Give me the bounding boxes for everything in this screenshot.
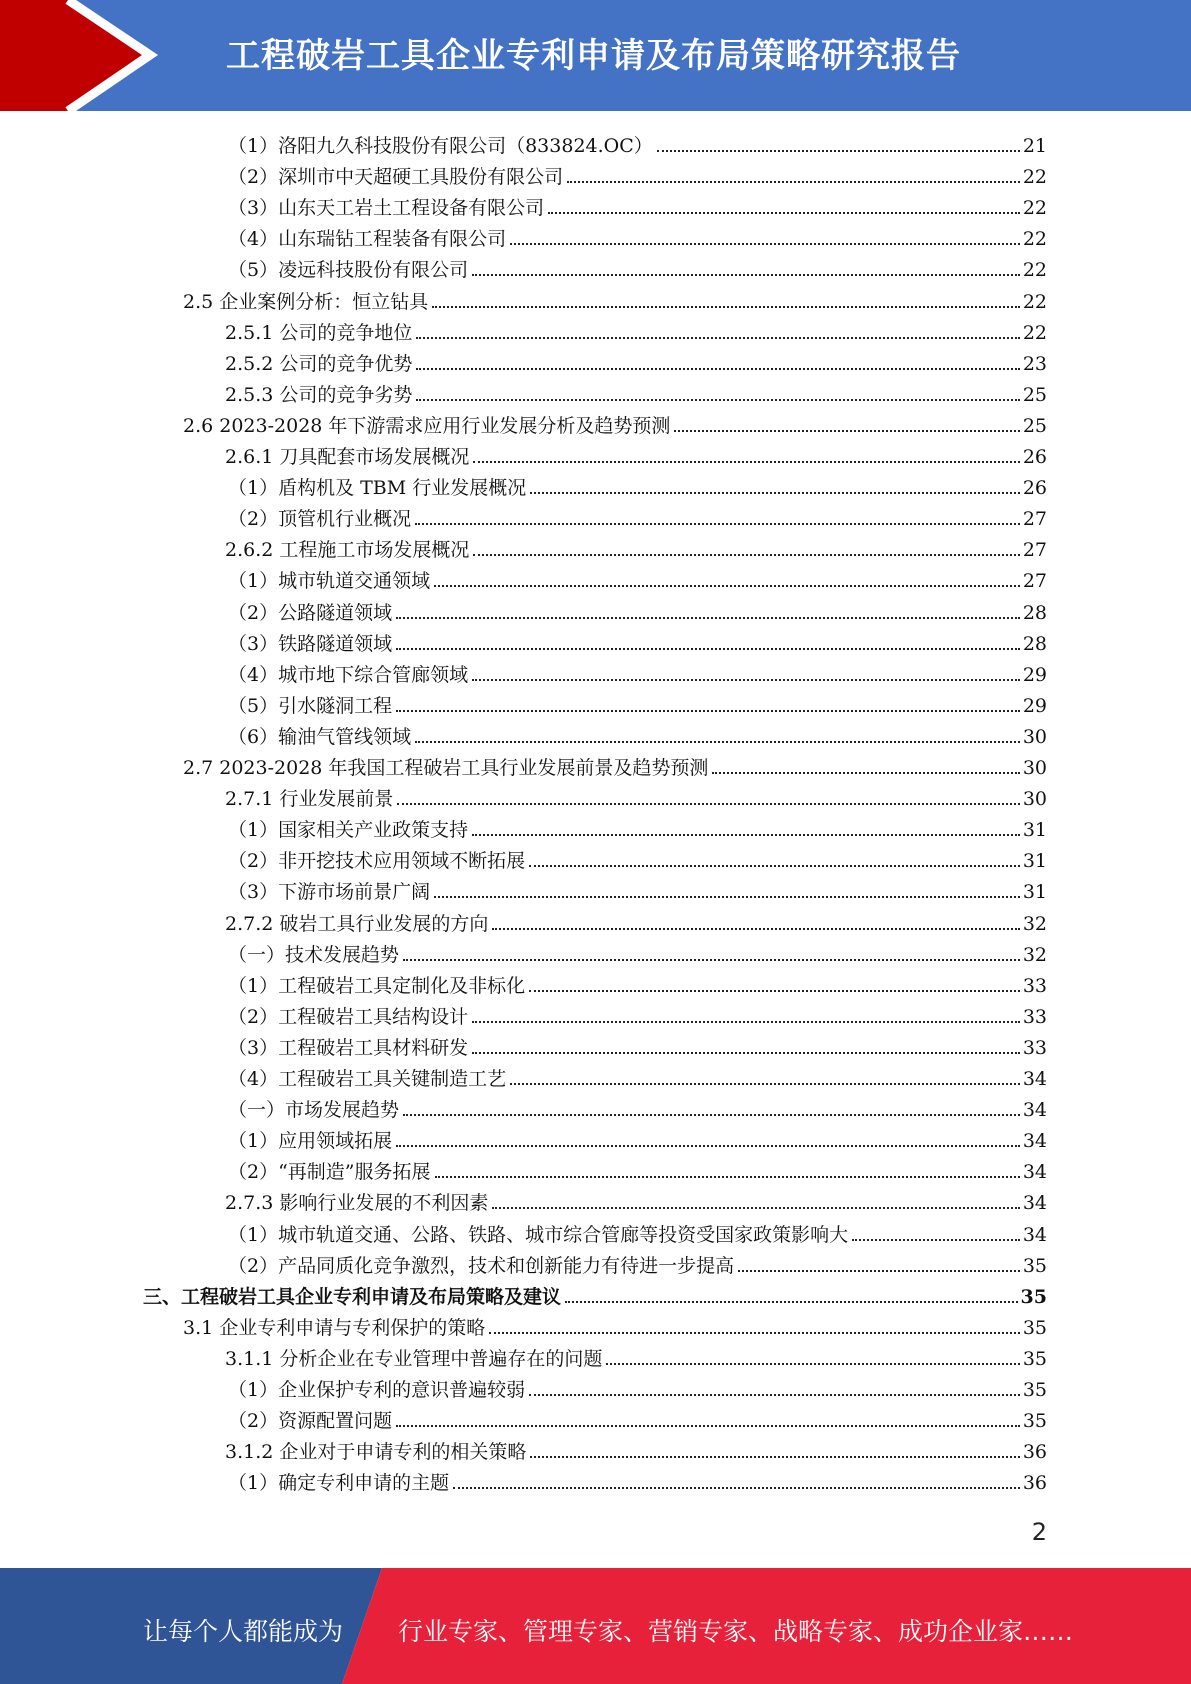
toc-dot-leader [529, 865, 1020, 867]
toc-dot-leader [396, 617, 1020, 619]
toc-entry-label: （1）盾构机及 TBM 行业发展概况 [228, 477, 527, 500]
toc-dot-leader [489, 1332, 1020, 1334]
toc-entry-page: 34 [1022, 1130, 1047, 1153]
toc-entry-label: （1）企业保护专利的意识普遍较弱 [228, 1379, 526, 1401]
toc-entry[interactable] [228, 220, 1047, 251]
toc-dot-leader [416, 337, 1019, 339]
toc-entry-label: （3）山东天工岩土工程设备有限公司 [228, 197, 545, 220]
toc-entry[interactable] [183, 1309, 1047, 1340]
toc-entry-label: （3）工程破岩工具材料研发 [228, 1036, 469, 1059]
toc-dot-leader [472, 1052, 1020, 1054]
toc-entry-label: （2）深圳市中天超硬工具股份有限公司 [228, 166, 564, 189]
toc-entry-page: 35 [1022, 1379, 1047, 1401]
toc-entry-label: （2）公路隧道领域 [228, 601, 393, 624]
toc-entry-page: 35 [1020, 1285, 1047, 1308]
toc-dot-leader [530, 1456, 1019, 1458]
toc-dot-leader [530, 492, 1020, 494]
toc-entry-page: 29 [1022, 694, 1047, 717]
toc-entry[interactable] [228, 656, 1047, 687]
toc-entry-page: 30 [1022, 788, 1047, 811]
toc-dot-leader [397, 803, 1019, 805]
toc-entry[interactable] [228, 718, 1047, 749]
toc-dot-leader [416, 368, 1019, 370]
toc-entry-page: 34 [1022, 1099, 1047, 1122]
toc-entry-page: 31 [1022, 819, 1047, 842]
toc-dot-leader [435, 1176, 1020, 1178]
page-footer [0, 1568, 1191, 1684]
toc-entry-page: 34 [1022, 1192, 1047, 1215]
toc-entry-label: 2.7.1 行业发展前景 [225, 788, 394, 811]
toc-entry[interactable] [228, 594, 1047, 625]
toc-entry-page: 34 [1022, 1161, 1047, 1184]
page-header [0, 0, 1191, 111]
toc-dot-leader [473, 554, 1019, 556]
toc-dot-leader [510, 1083, 1020, 1085]
toc-entry[interactable] [225, 531, 1047, 562]
footer-slogan-right: 行业专家、管理专家、营销专家、战略专家、成功企业家…… [398, 1617, 1074, 1646]
toc-dot-leader [403, 1114, 1020, 1116]
toc-dot-leader [606, 1363, 1019, 1365]
toc-entry-page: 34 [1022, 1223, 1047, 1246]
toc-dot-leader [472, 834, 1020, 836]
toc-entry[interactable] [228, 469, 1047, 500]
toc-entry[interactable] [228, 562, 1047, 593]
toc-entry-label: （2）产品同质化竞争激烈，技术和创新能力有待进一步提高 [228, 1254, 735, 1277]
toc-entry-label: （3）下游市场前景广阔 [228, 881, 431, 904]
toc-entry[interactable] [228, 1153, 1047, 1184]
toc-entry[interactable] [225, 345, 1047, 376]
toc-entry-label: （2）顶管机行业概况 [228, 508, 412, 531]
toc-dot-leader [852, 1239, 1020, 1241]
toc-dot-leader [472, 679, 1020, 681]
report-title: 工程破岩工具企业专利申请及布局策略研究报告 [226, 36, 961, 76]
toc-dot-leader [415, 523, 1020, 525]
toc-entry[interactable] [228, 967, 1047, 998]
toc-entry-page: 28 [1022, 601, 1047, 624]
toc-entry-page: 21 [1022, 135, 1047, 157]
toc-entry[interactable] [228, 936, 1047, 967]
toc-entry[interactable] [225, 1433, 1047, 1464]
toc-dot-leader [529, 990, 1020, 992]
toc-entry[interactable] [228, 1371, 1047, 1402]
toc-dot-leader [674, 430, 1019, 432]
toc-entry-page: 36 [1022, 1441, 1047, 1464]
toc-entry-page: 22 [1022, 290, 1047, 313]
toc-dot-leader [492, 1207, 1019, 1209]
toc-entry-label: （3）铁路隧道领域 [228, 632, 393, 655]
toc-entry[interactable] [225, 376, 1047, 407]
toc-entry-label: 三、工程破岩工具企业专利申请及布局策略及建议 [143, 1285, 562, 1308]
toc-entry-page: 27 [1022, 508, 1047, 531]
toc-entry-page: 31 [1022, 881, 1047, 904]
toc-dot-leader [432, 306, 1020, 308]
toc-entry-page: 22 [1022, 166, 1047, 189]
toc-entry-label: 3.1 企业专利申请与专利保护的策略 [183, 1316, 486, 1339]
toc-entry-label: 2.5.2 公司的竞争优势 [225, 352, 413, 375]
toc-dot-leader [434, 585, 1020, 587]
toc-entry[interactable] [225, 905, 1047, 936]
toc-entry-label: （1）城市轨道交通、公路、铁路、城市综合管廊等投资受国家政策影响大 [228, 1223, 849, 1246]
toc-entry-label: 2.7 2023-2028 年我国工程破岩工具行业发展前景及趋势预测 [183, 757, 709, 779]
toc-entry-label: （2）资源配置问题 [228, 1410, 393, 1433]
toc-dot-leader [434, 896, 1020, 898]
toc-entry-label: （1）应用领域拓展 [228, 1130, 393, 1153]
toc-entry-page: 23 [1022, 352, 1047, 375]
toc-dot-leader [510, 243, 1020, 245]
toc-dot-leader [712, 772, 1019, 774]
toc-entry-label: 2.6 2023-2028 年下游需求应用行业发展分析及趋势预测 [183, 414, 671, 437]
toc-entry[interactable] [228, 500, 1047, 531]
toc-entry[interactable] [228, 1029, 1047, 1060]
toc-entry-page: 32 [1022, 943, 1047, 966]
toc-dot-leader [396, 710, 1020, 712]
toc-entry[interactable] [228, 127, 1047, 158]
toc-entry[interactable] [228, 842, 1047, 873]
toc-entry-label: 2.7.2 破岩工具行业发展的方向 [225, 912, 489, 935]
toc-entry-page: 32 [1022, 912, 1047, 935]
toc-dot-leader [396, 1425, 1020, 1427]
toc-entry-label: 3.1.1 分析企业在专业管理中普遍存在的问题 [225, 1347, 603, 1370]
toc-entry-page: 22 [1022, 197, 1047, 220]
toc-entry[interactable] [225, 314, 1047, 345]
toc-entry-label: （2）“再制造”服务拓展 [228, 1161, 431, 1184]
toc-entry[interactable] [228, 1402, 1047, 1433]
toc-entry-page: 27 [1022, 570, 1047, 593]
toc-dot-leader [492, 928, 1019, 930]
toc-entry[interactable] [228, 811, 1047, 842]
toc-entry[interactable] [225, 780, 1047, 811]
toc-entry-label: （5）凌远科技股份有限公司 [228, 259, 469, 282]
toc-entry-label: 2.6.2 工程施工市场发展概况 [225, 539, 470, 562]
toc-dot-leader [416, 399, 1019, 401]
toc-entry-page: 29 [1022, 663, 1047, 686]
toc-entry[interactable] [228, 625, 1047, 656]
toc-entry-page: 35 [1022, 1316, 1047, 1339]
toc-entry-label: 2.5 企业案例分析：恒立钻具 [183, 290, 429, 313]
toc-entry-page: 35 [1022, 1347, 1047, 1370]
toc-entry[interactable] [228, 189, 1047, 220]
toc-entry-page: 30 [1022, 757, 1047, 779]
toc-entry[interactable] [225, 1184, 1047, 1215]
toc-entry-page: 33 [1022, 1005, 1047, 1028]
toc-entry[interactable] [228, 158, 1047, 189]
toc-entry-label: （5）引水隧洞工程 [228, 694, 393, 717]
toc-entry-page: 25 [1022, 383, 1047, 406]
toc-dot-leader [396, 648, 1020, 650]
toc-entry-page: 35 [1022, 1410, 1047, 1433]
toc-entry[interactable] [225, 438, 1047, 469]
toc-entry-page: 31 [1022, 850, 1047, 873]
toc-dot-leader [472, 1021, 1020, 1023]
toc-entry[interactable] [225, 1340, 1047, 1371]
toc-entry-page: 22 [1022, 259, 1047, 282]
toc-dot-leader [403, 959, 1020, 961]
toc-entry-label: （4）山东瑞钻工程装备有限公司 [228, 228, 507, 251]
toc-dot-leader [567, 181, 1020, 183]
toc-dot-leader [473, 461, 1019, 463]
toc-entry-label: （1）城市轨道交通领域 [228, 570, 431, 593]
toc-entry-page: 22 [1022, 321, 1047, 344]
toc-entry-page: 26 [1022, 446, 1047, 468]
toc-entry[interactable] [228, 1122, 1047, 1153]
toc-dot-leader [415, 741, 1020, 743]
toc-dot-leader [472, 274, 1020, 276]
toc-dot-leader [657, 150, 1020, 152]
toc-dot-leader [453, 1487, 1020, 1489]
toc-dot-leader [529, 1394, 1020, 1396]
toc-entry-page: 26 [1022, 477, 1047, 500]
page-number: 2 [1031, 1518, 1047, 1546]
toc-entry-page: 28 [1022, 632, 1047, 655]
toc-entry-label: （1）洛阳九久科技股份有限公司（833824.OC） [228, 135, 653, 157]
toc-entry-page: 27 [1022, 539, 1047, 562]
toc-entry-page: 22 [1022, 228, 1047, 251]
toc-entry-label: （4）城市地下综合管廊领域 [228, 663, 469, 686]
toc-entry-label: 3.1.2 企业对于申请专利的相关策略 [225, 1441, 527, 1464]
toc-entry-label: （4）工程破岩工具关键制造工艺 [228, 1068, 507, 1090]
toc-entry[interactable] [183, 407, 1047, 438]
toc-entry-page: 36 [1022, 1472, 1047, 1495]
toc-entry-page: 33 [1022, 1036, 1047, 1059]
toc-entry[interactable] [228, 873, 1047, 904]
toc-entry-page: 25 [1022, 414, 1047, 437]
toc-entry-label: 2.5.3 公司的竞争劣势 [225, 383, 413, 406]
toc-entry-page: 30 [1022, 725, 1047, 748]
toc-entry[interactable] [183, 283, 1047, 314]
toc-entry[interactable] [228, 1216, 1047, 1247]
toc-entry-label: （2）非开挖技术应用领域不断拓展 [228, 850, 526, 873]
toc-entry[interactable] [228, 1060, 1047, 1091]
toc-entry[interactable] [228, 1247, 1047, 1278]
toc-entry-page: 35 [1022, 1254, 1047, 1277]
toc-entry-label: （1）工程破岩工具定制化及非标化 [228, 974, 526, 997]
toc-entry-label: （一）市场发展趋势 [228, 1099, 400, 1122]
toc-entry[interactable] [143, 1278, 1047, 1309]
toc-entry-label: （1）确定专利申请的主题 [228, 1472, 450, 1495]
toc-entry-label: （2）工程破岩工具结构设计 [228, 1005, 469, 1028]
toc-entry[interactable] [183, 749, 1047, 780]
toc-entry-label: 2.5.1 公司的竞争地位 [225, 321, 413, 344]
toc-dot-leader [738, 1270, 1020, 1272]
toc-entry[interactable] [228, 687, 1047, 718]
toc-entry-label: 2.6.1 刀具配套市场发展概况 [225, 446, 470, 468]
toc-entry-label: 2.7.3 影响行业发展的不利因素 [225, 1192, 489, 1215]
toc-entry[interactable] [228, 1464, 1047, 1495]
toc-dot-leader [396, 1145, 1020, 1147]
toc-entry-label: （一）技术发展趋势 [228, 943, 400, 966]
toc-entry-page: 33 [1022, 974, 1047, 997]
toc-entry[interactable] [228, 1091, 1047, 1122]
toc-entry-label: （1）国家相关产业政策支持 [228, 819, 469, 842]
footer-slogan-left: 让每个人都能成为 [143, 1617, 344, 1646]
toc-dot-leader [548, 212, 1020, 214]
toc-entry[interactable] [228, 998, 1047, 1029]
toc-dot-leader [565, 1301, 1018, 1303]
toc-entry[interactable] [228, 251, 1047, 282]
toc-entry-page: 34 [1022, 1068, 1047, 1090]
toc-entry-label: （6）输油气管线领域 [228, 725, 412, 748]
